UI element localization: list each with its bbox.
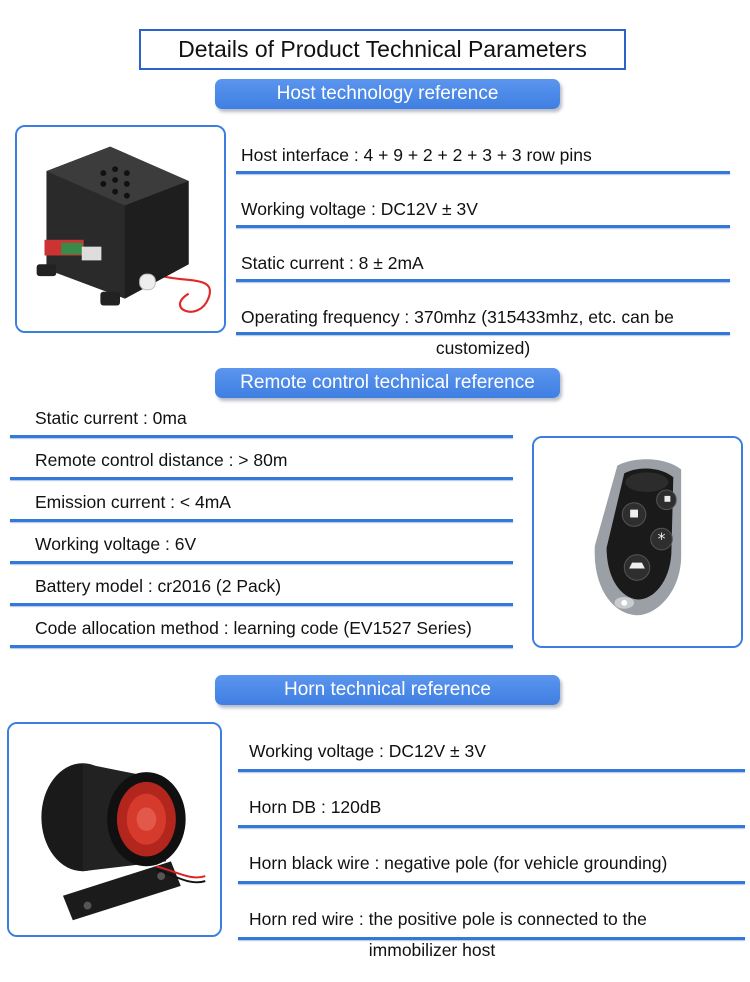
remote-row-voltage — [35, 534, 196, 555]
divider — [236, 332, 730, 335]
remote-row-static-current-text: Static current : 0ma — [35, 408, 187, 428]
remote-row-voltage-text: Working voltage : 6V — [35, 534, 197, 554]
horn-row-red-wire-text: Horn red wire : the positive pole is connected to the — [249, 909, 647, 929]
horn-row-db-text: Horn DB : 120dB — [249, 797, 382, 817]
host-unit-photo — [15, 125, 226, 333]
remote-row-code-allocation — [35, 618, 472, 639]
divider — [238, 881, 745, 884]
host-row-static-current — [241, 253, 424, 274]
remote-row-battery-text: Battery model : cr2016 (2 Pack) — [35, 576, 282, 596]
remote-row-battery — [35, 576, 281, 597]
host-row-static-current-text: Static current : 8 ± 2mA — [241, 253, 424, 273]
divider — [236, 171, 730, 174]
remote-row-emission-current-text: Emission current : < 4mA — [35, 492, 231, 512]
horn-row-voltage-text: Working voltage : DC12V ± 3V — [249, 741, 486, 761]
remote-row-emission-current — [35, 492, 231, 513]
horn-row-red-wire-continued — [238, 940, 626, 961]
host-row-voltage-text: Working voltage : DC12V ± 3V — [241, 199, 478, 219]
divider — [238, 769, 745, 772]
horn-row-black-wire-text: Horn black wire : negative pole (for vehicle grounding) — [249, 853, 668, 873]
remote-image — [534, 438, 741, 646]
divider — [10, 477, 513, 480]
host-row-voltage — [241, 199, 478, 220]
remote-photo — [532, 436, 743, 648]
host-heading-text: Host technology reference — [276, 83, 499, 104]
divider — [236, 279, 730, 282]
divider — [10, 645, 513, 648]
remote-section-heading — [215, 368, 560, 398]
host-row-interface — [241, 145, 592, 166]
divider — [10, 561, 513, 564]
host-row-frequency — [241, 307, 674, 328]
horn-row-db — [249, 797, 381, 818]
horn-row-red-wire-continued-text: immobilizer host — [368, 940, 496, 960]
host-unit-image — [17, 127, 224, 331]
horn-row-black-wire — [249, 853, 667, 874]
divider — [10, 519, 513, 522]
host-row-frequency-continued-text: customized) — [435, 338, 531, 358]
host-row-frequency-text: Operating frequency : 370mhz (315433mhz, etc. can be — [241, 307, 674, 327]
divider — [236, 225, 730, 228]
divider — [10, 435, 513, 438]
remote-heading-text: Remote control technical reference — [240, 372, 535, 393]
horn-photo — [7, 722, 222, 937]
remote-row-static-current — [35, 408, 187, 429]
host-row-interface-text: Host interface : 4 + 9 + 2 + 2 + 3 + 3 row pins — [241, 145, 592, 165]
remote-row-distance-text: Remote control distance : > 80m — [35, 450, 288, 470]
horn-row-red-wire — [249, 909, 647, 930]
horn-heading-text: Horn technical reference — [284, 679, 491, 700]
host-section-heading — [215, 79, 560, 109]
horn-section-heading — [215, 675, 560, 705]
horn-row-voltage — [249, 741, 486, 762]
svg-text:*: * — [657, 528, 666, 548]
horn-image — [9, 724, 220, 935]
remote-row-code-allocation-text: Code allocation method : learning code (EV1527 Series) — [35, 618, 472, 638]
page-title-text: Details of Product Technical Parameters — [178, 36, 587, 62]
divider — [238, 825, 745, 828]
divider — [10, 603, 513, 606]
page-title — [139, 29, 626, 70]
remote-row-distance — [35, 450, 287, 471]
host-row-frequency-continued — [236, 338, 730, 359]
